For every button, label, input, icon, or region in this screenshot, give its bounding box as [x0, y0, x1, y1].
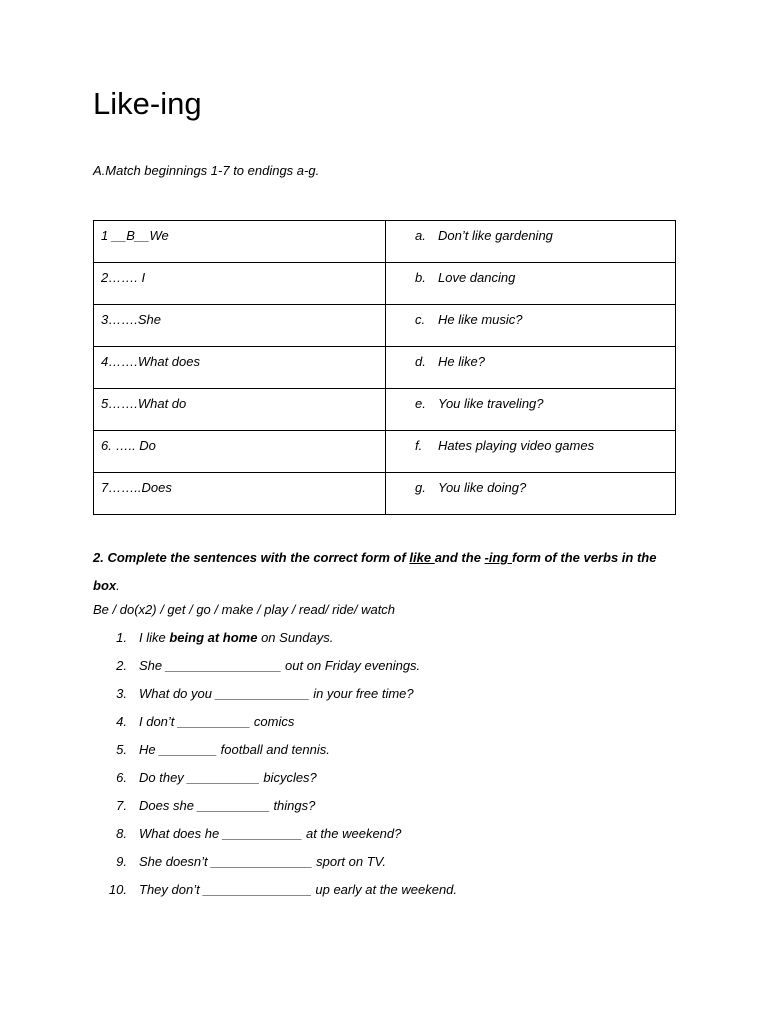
- sentence-text: What does he ___________ at the weekend?: [139, 826, 402, 841]
- sentence-text: He ________ football and tennis.: [139, 742, 330, 757]
- sentence-text: Do they __________ bicycles?: [139, 770, 317, 785]
- beginning-text: Does: [141, 480, 172, 495]
- section-2-text-1: 2. Complete the sentences with the correct form of: [93, 550, 410, 565]
- beginning-number: 6. …..: [101, 438, 140, 453]
- section-2-instruction: [93, 544, 673, 600]
- matching-table: [93, 220, 676, 515]
- table-row: [94, 221, 676, 263]
- sentence-number: 8.: [116, 826, 127, 841]
- word-box: Be / do(x2) / get / go / make / play / read/ ride/ watch: [93, 602, 396, 617]
- sentence-text-end: on Sundays.: [257, 630, 334, 645]
- sentence-text: What do you _____________ in your free time?: [139, 686, 414, 701]
- match-beginning-cell: [94, 431, 386, 473]
- beginning-text: We: [149, 228, 169, 243]
- beginning-text: She: [137, 312, 161, 327]
- sentence-text: They don’t _______________ up early at the weekend.: [139, 882, 458, 897]
- ending-text: He like music?: [438, 312, 523, 327]
- ending-letter: g.: [415, 480, 426, 495]
- ending-letter: d.: [415, 354, 426, 369]
- beginning-answer-blank: __B__: [111, 228, 150, 243]
- sentence-text: Does she __________ things?: [139, 798, 316, 813]
- ending-letter: f.: [415, 438, 423, 453]
- section-2-ing: -ing: [484, 550, 512, 565]
- list-item: [93, 878, 457, 906]
- sentence-text: She ________________ out on Friday evenings.: [139, 658, 421, 673]
- beginning-text: Do: [139, 438, 156, 453]
- match-beginning-cell: [94, 473, 386, 515]
- section-2-text-3: form of the verbs in the box: [93, 550, 657, 593]
- match-ending-cell: [386, 221, 676, 263]
- ending-text: Don’t like gardening: [438, 228, 553, 243]
- beginning-text: What do: [137, 396, 187, 411]
- match-beginning-cell: [94, 305, 386, 347]
- ending-letter: c.: [415, 312, 426, 327]
- table-row: [94, 389, 676, 431]
- table-row: [94, 473, 676, 515]
- sentence-number: 3.: [116, 686, 127, 701]
- sentence-text: I don’t __________ comics: [139, 714, 295, 729]
- match-beginning-cell: [94, 263, 386, 305]
- match-ending-cell: [386, 389, 676, 431]
- ending-text: He like?: [438, 354, 485, 369]
- list-item: [93, 626, 457, 654]
- beginning-number: 1: [101, 228, 112, 243]
- sentence-example-answer: being at home: [169, 630, 258, 645]
- table-row: [94, 263, 676, 305]
- ending-text: You like doing?: [438, 480, 527, 495]
- section-2-like: like: [409, 550, 435, 565]
- table-row: [94, 347, 676, 389]
- sentence-text: I like: [139, 630, 170, 645]
- ending-text: Hates playing video games: [438, 438, 595, 453]
- page-title: Like-ing: [93, 86, 202, 121]
- beginning-number: 7……..: [101, 480, 142, 495]
- section-2-text-2: and the: [434, 550, 485, 565]
- match-ending-cell: [386, 305, 676, 347]
- sentence-number: 2.: [116, 658, 127, 673]
- sentence-number: 7.: [116, 798, 127, 813]
- beginning-number: 5…….: [101, 396, 138, 411]
- ending-text: You like traveling?: [438, 396, 544, 411]
- match-ending-cell: [386, 347, 676, 389]
- list-item: [93, 850, 457, 878]
- sentence-number: 6.: [116, 770, 127, 785]
- sentence-number: 5.: [116, 742, 127, 757]
- match-beginning-cell: [94, 389, 386, 431]
- list-item: [93, 822, 457, 850]
- beginning-number: 3…….: [101, 312, 138, 327]
- match-beginning-cell: [94, 221, 386, 263]
- match-beginning-cell: [94, 347, 386, 389]
- beginning-text: What does: [137, 354, 200, 369]
- section-2-period: .: [116, 578, 120, 593]
- table-row: [94, 431, 676, 473]
- list-item: [93, 710, 457, 738]
- sentence-list: [93, 626, 457, 906]
- match-ending-cell: [386, 431, 676, 473]
- ending-letter: a.: [415, 228, 426, 243]
- ending-text: Love dancing: [438, 270, 516, 285]
- list-item: [93, 766, 457, 794]
- sentence-number: 9.: [116, 854, 127, 869]
- sentence-number: 10.: [108, 882, 127, 897]
- list-item: [93, 654, 457, 682]
- ending-letter: b.: [415, 270, 426, 285]
- list-item: [93, 738, 457, 766]
- sentence-text: She doesn’t ______________ sport on TV.: [139, 854, 386, 869]
- match-ending-cell: [386, 263, 676, 305]
- beginning-number: 4…….: [101, 354, 138, 369]
- sentence-number: 4.: [116, 714, 127, 729]
- section-a-instruction: A.Match beginnings 1-7 to endings a-g.: [93, 163, 320, 178]
- list-item: [93, 682, 457, 710]
- match-ending-cell: [386, 473, 676, 515]
- sentence-number: 1.: [116, 630, 127, 645]
- beginning-number: 2…….: [101, 270, 142, 285]
- beginning-text: I: [141, 270, 146, 285]
- ending-letter: e.: [415, 396, 426, 411]
- list-item: [93, 794, 457, 822]
- table-row: [94, 305, 676, 347]
